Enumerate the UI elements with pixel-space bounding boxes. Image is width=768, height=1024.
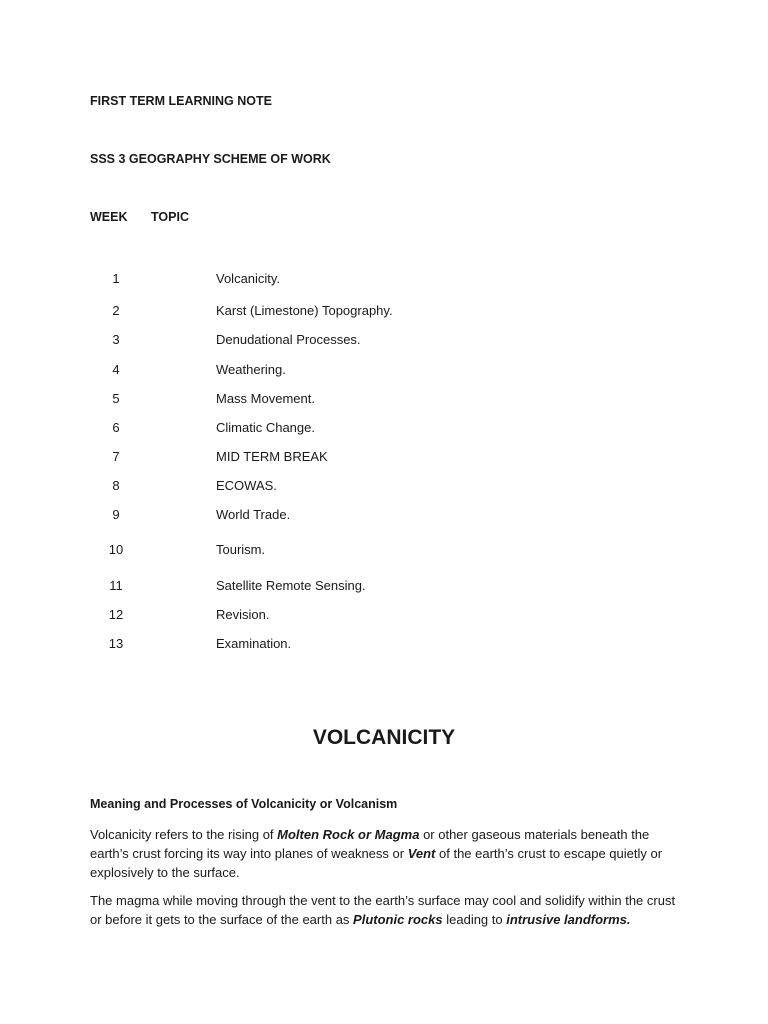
para-text: The magma while moving through the vent to the earth’s surface may cool and solidify within the crust or before it gets to the surface of the earth as <box>90 893 676 927</box>
week-topic: Tourism. <box>216 542 266 557</box>
week-topic: Satellite Remote Sensing. <box>216 578 366 593</box>
week-number: 7 <box>112 449 120 464</box>
week-number: 6 <box>112 420 120 435</box>
schedule-row <box>90 449 690 467</box>
schedule-row <box>90 271 690 289</box>
week-number: 13 <box>108 636 124 651</box>
para-emphasis: Vent <box>407 846 436 861</box>
week-topic: Revision. <box>216 607 270 622</box>
week-number: 12 <box>108 607 124 622</box>
schedule-row <box>90 303 690 321</box>
week-number: 3 <box>112 332 120 347</box>
week-topic: Mass Movement. <box>216 391 315 406</box>
week-topic: Karst (Limestone) Topography. <box>216 303 393 318</box>
week-number: 9 <box>112 507 120 522</box>
schedule-row <box>90 420 690 438</box>
week-topic: Examination. <box>216 636 292 651</box>
paragraph-magma <box>90 891 680 929</box>
para-emphasis: intrusive landforms. <box>506 912 631 927</box>
week-number: 2 <box>112 303 120 318</box>
week-topic: Volcanicity. <box>216 271 281 286</box>
week-topic: World Trade. <box>216 507 291 522</box>
paragraph-definition <box>90 825 680 882</box>
schedule-row <box>90 332 690 350</box>
schedule-row <box>90 478 690 496</box>
schedule-row <box>90 542 690 560</box>
week-topic: ECOWAS. <box>216 478 277 493</box>
schedule-row <box>90 636 690 654</box>
column-header-topic: TOPIC <box>151 210 189 224</box>
para-emphasis: Molten Rock or Magma <box>277 827 420 842</box>
week-topic: MID TERM BREAK <box>216 449 328 464</box>
section-title: VOLCANICITY <box>312 726 456 749</box>
schedule-row <box>90 507 690 525</box>
para-text: Volcanicity refers to the rising of <box>90 827 278 842</box>
week-number: 1 <box>112 271 120 286</box>
schedule-row <box>90 607 690 625</box>
schedule-row <box>90 362 690 380</box>
week-topic: Climatic Change. <box>216 420 315 435</box>
week-number: 5 <box>112 391 120 406</box>
week-topic: Weathering. <box>216 362 286 377</box>
schedule-row <box>90 578 690 596</box>
week-topic: Denudational Processes. <box>216 332 361 347</box>
para-text: leading to <box>442 912 507 927</box>
section-subheading: Meaning and Processes of Volcanicity or Volcanism <box>90 797 398 811</box>
schedule-row <box>90 391 690 409</box>
para-text: or other gaseous materials beneath the earth’s crust forcing its way into planes of weakness or <box>90 827 650 861</box>
para-text: of the earth’s crust to escape quietly or explosively to the surface. <box>90 846 663 880</box>
para-emphasis: Plutonic rocks <box>353 912 443 927</box>
week-number: 8 <box>112 478 120 493</box>
week-number: 4 <box>112 362 120 377</box>
column-header-week: WEEK <box>90 210 128 224</box>
scheme-heading: SSS 3 GEOGRAPHY SCHEME OF WORK <box>90 152 331 166</box>
week-number: 11 <box>109 578 123 593</box>
week-number: 10 <box>108 542 124 557</box>
document-heading: FIRST TERM LEARNING NOTE <box>90 94 272 108</box>
